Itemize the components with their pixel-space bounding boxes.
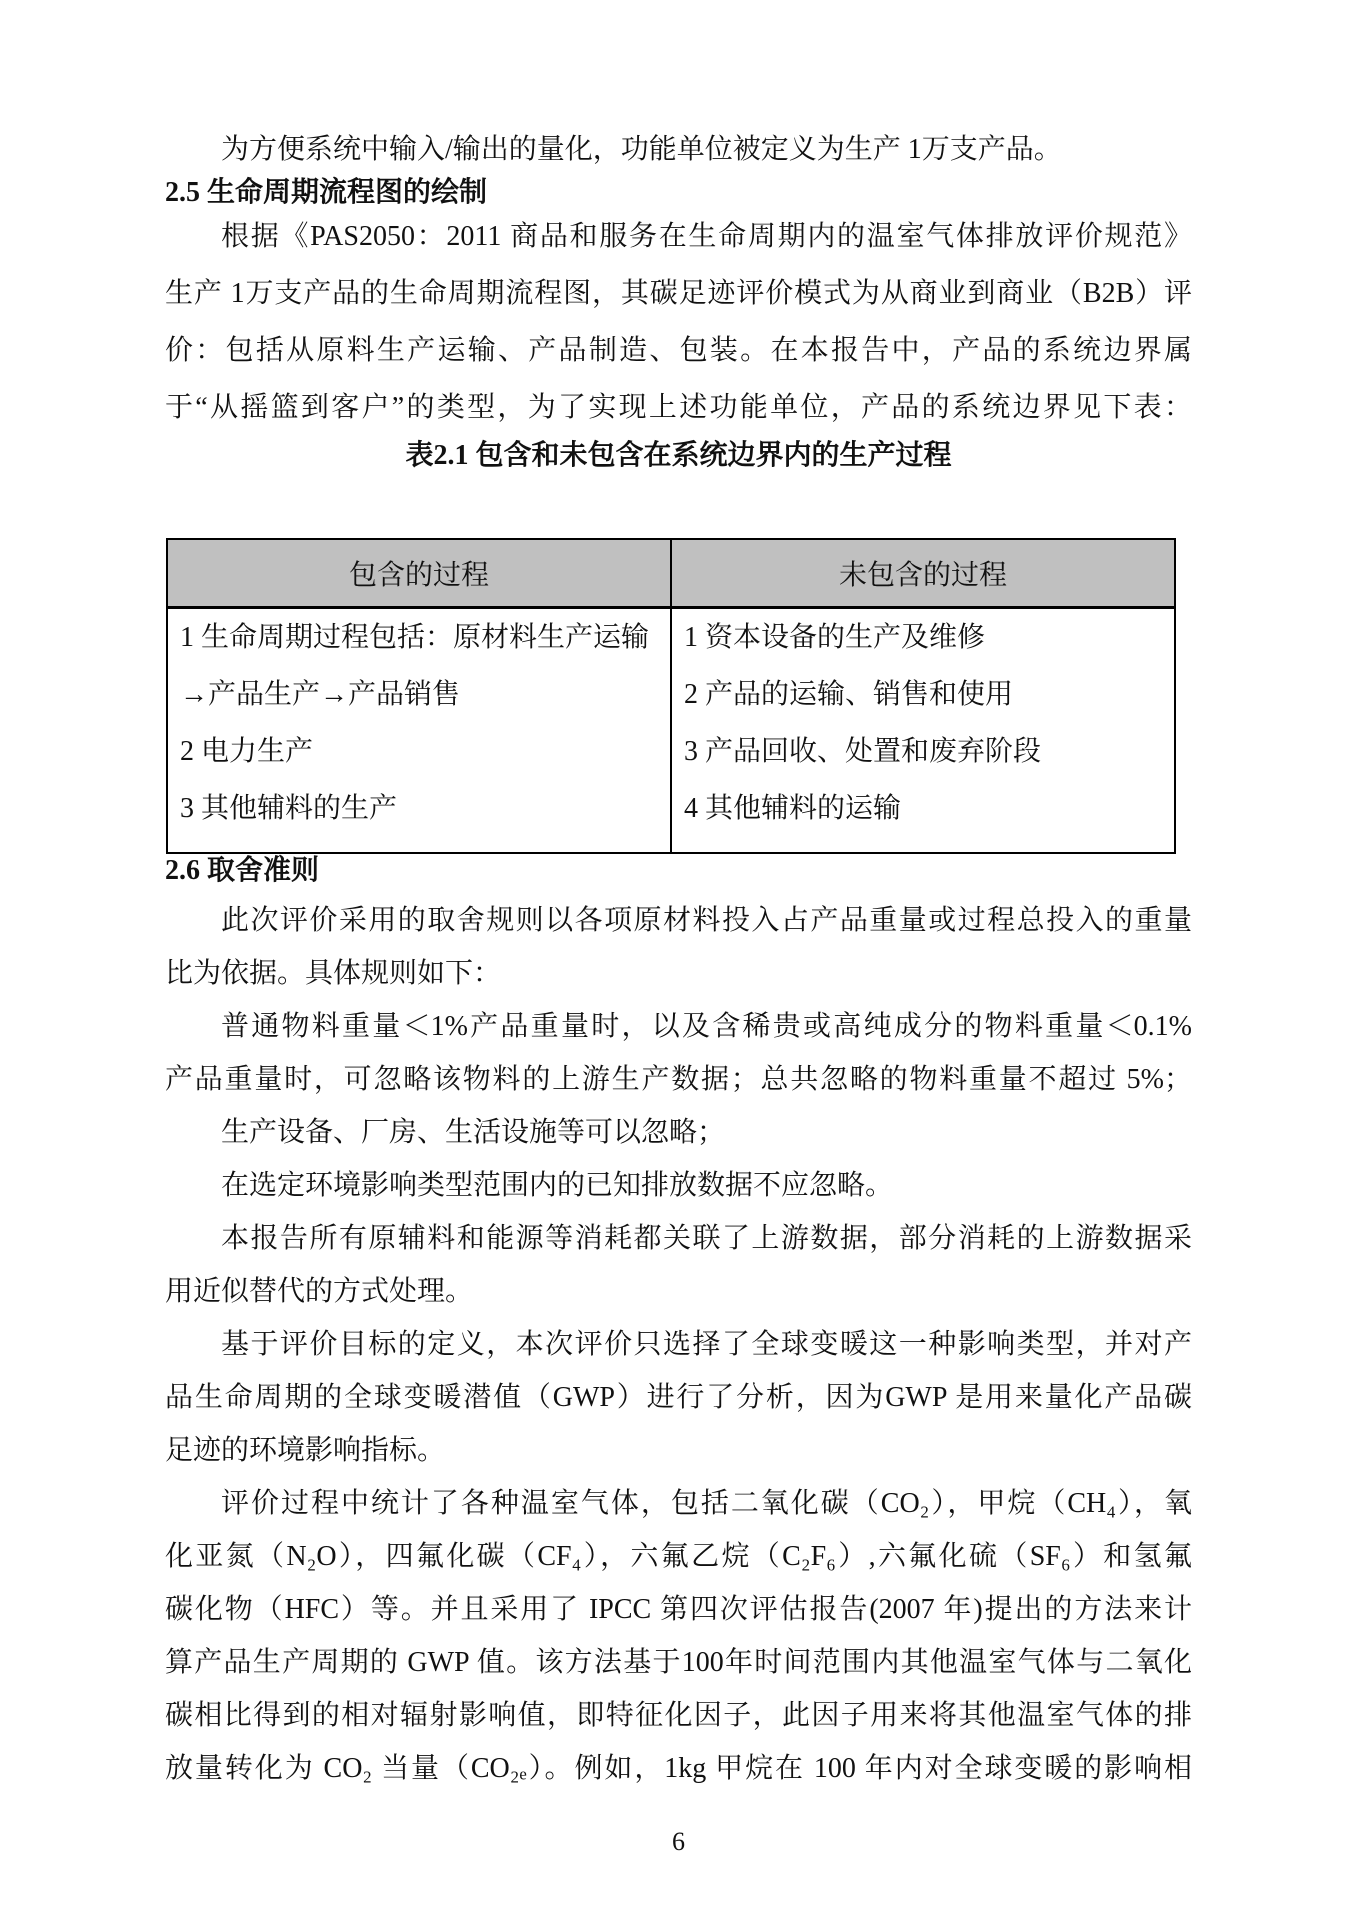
- page-content: [165, 121, 1192, 1795]
- gwp-selection-paragraph: [165, 1318, 1192, 1477]
- paragraph-line: 此次评价采用的取舍规则以各项原材料投入占产品重量或过程总投入的重量: [221, 905, 1192, 936]
- paragraph-line: 基于评价目标的定义，本次评价只选择了全球变暖这一种影响类型，并对产: [221, 1329, 1192, 1360]
- table-body-row: [167, 608, 1175, 854]
- page-number: 6: [672, 1827, 685, 1856]
- paragraph-pas2050: [165, 208, 1192, 436]
- paragraph-line: 普通物料重量＜1%产品重量时，以及含稀贵或高纯成分的物料重量＜0.1%: [221, 1011, 1192, 1042]
- cutoff-rules-paragraph: [165, 894, 1192, 1000]
- paragraph-line: 碳相比得到的相对辐射影响值，即特征化因子，此因子用来将其他温室气体的排: [165, 1700, 1192, 1731]
- paragraph-line: 比为依据。具体规则如下：: [165, 958, 502, 989]
- paragraph-line: 产品重量时，可忽略该物料的上游生产数据；总共忽略的物料重量不超过 5%；: [165, 1064, 1192, 1095]
- excluded-processes-header-cell: 未包含的过程: [671, 539, 1175, 608]
- paragraph-line: 化亚氮（N₂O），四氟化碳（CF₄），六氟乙烷（C₂F₆）,六氟化硫（SF₆）和氢氟: [165, 1541, 1192, 1572]
- upstream-data-paragraph: [165, 1212, 1192, 1318]
- paragraph-line: 生产 1万支产品的生命周期流程图，其碳足迹评价模式为从商业到商业（B2B）评: [165, 278, 1192, 309]
- paragraph-line: 品生命周期的全球变暖潜值（GWP）进行了分析，因为GWP 是用来量化产品碳: [165, 1382, 1192, 1413]
- section-heading-2-6: 2.6 取舍准则: [165, 855, 320, 886]
- paragraph-line: 用近似替代的方式处理。: [165, 1276, 474, 1307]
- paragraph-line: 价：包括从原料生产运输、产品制造、包装。在本报告中，产品的系统边界属: [165, 335, 1192, 366]
- paragraph-line: 评价过程中统计了各种温室气体，包括二氧化碳（CO₂），甲烷（CH₄），氧: [221, 1488, 1192, 1519]
- material-weight-rule-paragraph: [165, 1000, 1192, 1106]
- paragraph-line: 放量转化为 CO₂ 当量（CO₂ₑ）。例如，1kg 甲烷在 100 年内对全球变暖的影响相: [165, 1753, 1192, 1784]
- equipment-ignore-rule-line: 生产设备、厂房、生活设施等可以忽略；: [221, 1117, 726, 1148]
- greenhouse-gases-paragraph: [165, 1477, 1192, 1795]
- included-process-line: 2 电力生产: [180, 736, 314, 767]
- excluded-process-line: 4 其他辅料的运输: [684, 793, 902, 824]
- included-process-line: 1 生命周期过程包括：原材料生产运输: [180, 622, 650, 653]
- paragraph-line: 本报告所有原辅料和能源等消耗都关联了上游数据，部分消耗的上游数据采: [221, 1223, 1192, 1254]
- paragraph-line: 碳化物（HFC）等。并且采用了 IPCC 第四次评估报告(2007 年)提出的方法来计: [165, 1594, 1192, 1625]
- section-heading-2-5: 2.5 生命周期流程图的绘制: [165, 177, 488, 208]
- paragraph-line: 根据《PAS2050：2011 商品和服务在生命周期内的温室气体排放评价规范》: [221, 221, 1192, 252]
- included-processes-cell: [167, 608, 671, 854]
- known-emissions-rule-line: 在选定环境影响类型范围内的已知排放数据不应忽略。: [221, 1170, 894, 1201]
- system-boundary-table: [166, 538, 1176, 854]
- paragraph-line: 于“从摇篮到客户”的类型，为了实现上述功能单位，产品的系统边界见下表：: [165, 392, 1192, 423]
- excluded-process-line: 3 产品回收、处置和废弃阶段: [684, 736, 1042, 767]
- paragraph-line: 足迹的环境影响指标。: [165, 1435, 446, 1466]
- included-process-line: 3 其他辅料的生产: [180, 793, 398, 824]
- paragraph-line: 算产品生产周期的 GWP 值。该方法基于100年时间范围内其他温室气体与二氧化: [165, 1647, 1192, 1678]
- included-processes-header-cell: 包含的过程: [167, 539, 671, 608]
- excluded-processes-cell: [671, 608, 1175, 854]
- table-2-1-caption: 表2.1 包含和未包含在系统边界内的生产过程: [405, 440, 952, 471]
- excluded-process-line: 2 产品的运输、销售和使用: [684, 679, 1014, 710]
- excluded-process-line: 1 资本设备的生产及维修: [684, 622, 986, 653]
- included-process-line: →产品生产→产品销售: [180, 679, 461, 710]
- table-header-row: [167, 539, 1175, 608]
- intro-paragraph-line: 为方便系统中输入/输出的量化，功能单位被定义为生产 1万支产品。: [221, 134, 1062, 165]
